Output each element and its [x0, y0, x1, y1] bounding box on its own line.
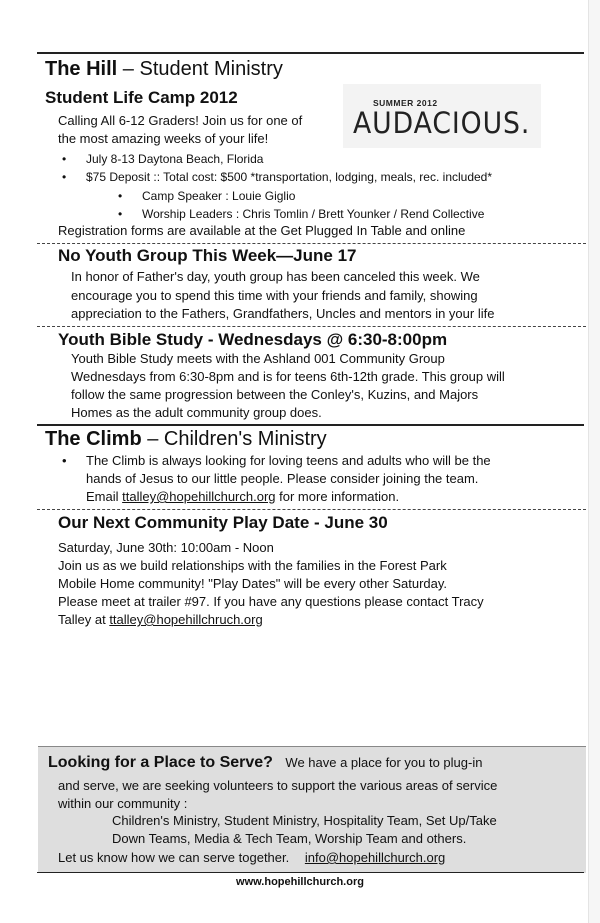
footer-divider	[37, 872, 584, 873]
section-divider	[37, 326, 586, 327]
serve-list-1: Children's Ministry, Student Ministry, Hospitality Team, Set Up/Take	[112, 813, 497, 828]
bible-study-line-3: follow the same progression between the Conley's, Kuzins, and Majors	[71, 387, 479, 402]
hill-title: The Hill	[45, 58, 118, 80]
climb-email-link[interactable]: ttalley@hopehillchurch.org	[122, 489, 276, 504]
bible-study-line-2: Wednesdays from 6:30-8pm and is for teens 6th-12th grade. This group will	[71, 369, 505, 384]
camp-title: Student Life Camp 2012	[45, 88, 238, 107]
section-divider	[37, 243, 586, 244]
top-divider	[37, 52, 584, 54]
footer-url[interactable]: www.hopehillchurch.org	[236, 876, 364, 888]
page-edge	[588, 0, 600, 923]
climb-line-1: • The Climb is always looking for loving teens and adults who will be the	[86, 452, 491, 470]
serve-line-3: within our community :	[58, 796, 188, 811]
play-date-line-4: Please meet at trailer #97. If you have any questions please contact Tracy	[58, 594, 484, 609]
serve-list-2: Down Teams, Media & Tech Team, Worship Team and others.	[112, 831, 467, 846]
climb-line-2: hands of Jesus to our little people. Please consider joining the team.	[86, 471, 479, 486]
climb-subtitle: Children's Ministry	[163, 428, 327, 450]
play-date-last-prefix: Talley at	[58, 612, 110, 627]
camp-intro-1: Calling All 6-12 Graders! Join us for one of	[58, 113, 303, 128]
logo-small-text: SUMMER 2012	[373, 98, 438, 108]
camp-bullet-dates: • July 8-13 Daytona Beach, Florida	[86, 150, 263, 168]
play-date-email-link[interactable]: ttalley@hopehillchruch.org	[109, 612, 263, 627]
section-divider	[37, 509, 586, 510]
serve-line-1: We have a place for you to plug-in	[285, 755, 483, 770]
climb-email-line	[86, 488, 399, 506]
camp-bullet-cost: • $75 Deposit :: Total cost: $500 *transportation, lodging, meals, rec. included*	[86, 168, 492, 186]
climb-title: The Climb	[45, 428, 142, 450]
camp-sub-speaker: • Camp Speaker : Louie Giglio	[142, 187, 295, 205]
no-youth-line-1: In honor of Father's day, youth group has been canceled this week. We	[71, 269, 480, 284]
audacious-logo	[343, 84, 541, 148]
play-date-line-2: Join us as we build relationships with the families in the Forest Park	[58, 558, 447, 573]
serve-closing-line	[58, 849, 445, 867]
hill-subtitle: Student Ministry	[139, 58, 283, 80]
bible-study-line-4: Homes as the adult community group does.	[71, 405, 322, 420]
bible-study-title: Youth Bible Study - Wednesdays @ 6:30-8:00pm	[58, 330, 448, 349]
play-date-title: Our Next Community Play Date - June 30	[58, 513, 388, 532]
no-youth-line-3: appreciation to the Fathers, Grandfathers, Uncles and mentors in your life	[71, 306, 495, 321]
climb-email-suffix: for more information.	[275, 489, 400, 504]
no-youth-title: No Youth Group This Week—June 17	[58, 246, 357, 265]
hill-dash: –	[117, 58, 140, 80]
serve-closing: Let us know how we can serve together.	[58, 850, 290, 865]
serve-email-link[interactable]: info@hopehillchurch.org	[304, 850, 446, 865]
serve-title: Looking for a Place to Serve?	[48, 754, 273, 771]
camp-intro-2: the most amazing weeks of your life!	[58, 131, 269, 146]
camp-registration: Registration forms are available at the Get Plugged In Table and online	[58, 223, 466, 238]
climb-dash: –	[141, 428, 164, 450]
hill-header	[45, 58, 283, 81]
play-date-line-1: Saturday, June 30th: 10:00am - Noon	[58, 540, 274, 555]
climb-email-prefix: Email	[86, 489, 123, 504]
bible-study-line-1: Youth Bible Study meets with the Ashland 001 Community Group	[71, 351, 445, 366]
camp-sub-worship: • Worship Leaders : Chris Tomlin / Brett Younker / Rend Collective	[142, 205, 484, 223]
serve-line-2: and serve, we are seeking volunteers to support the various areas of service	[58, 778, 498, 793]
play-date-email-line	[58, 611, 263, 629]
section-divider-solid	[37, 424, 584, 426]
logo-big-text: AUDACIOUS.	[353, 106, 531, 140]
serve-header	[48, 754, 482, 772]
climb-header	[45, 428, 327, 451]
no-youth-line-2: encourage you to spend this time with your friends and family, showing	[71, 288, 478, 303]
play-date-line-3: Mobile Home community! "Play Dates" will be every other Saturday.	[58, 576, 448, 591]
